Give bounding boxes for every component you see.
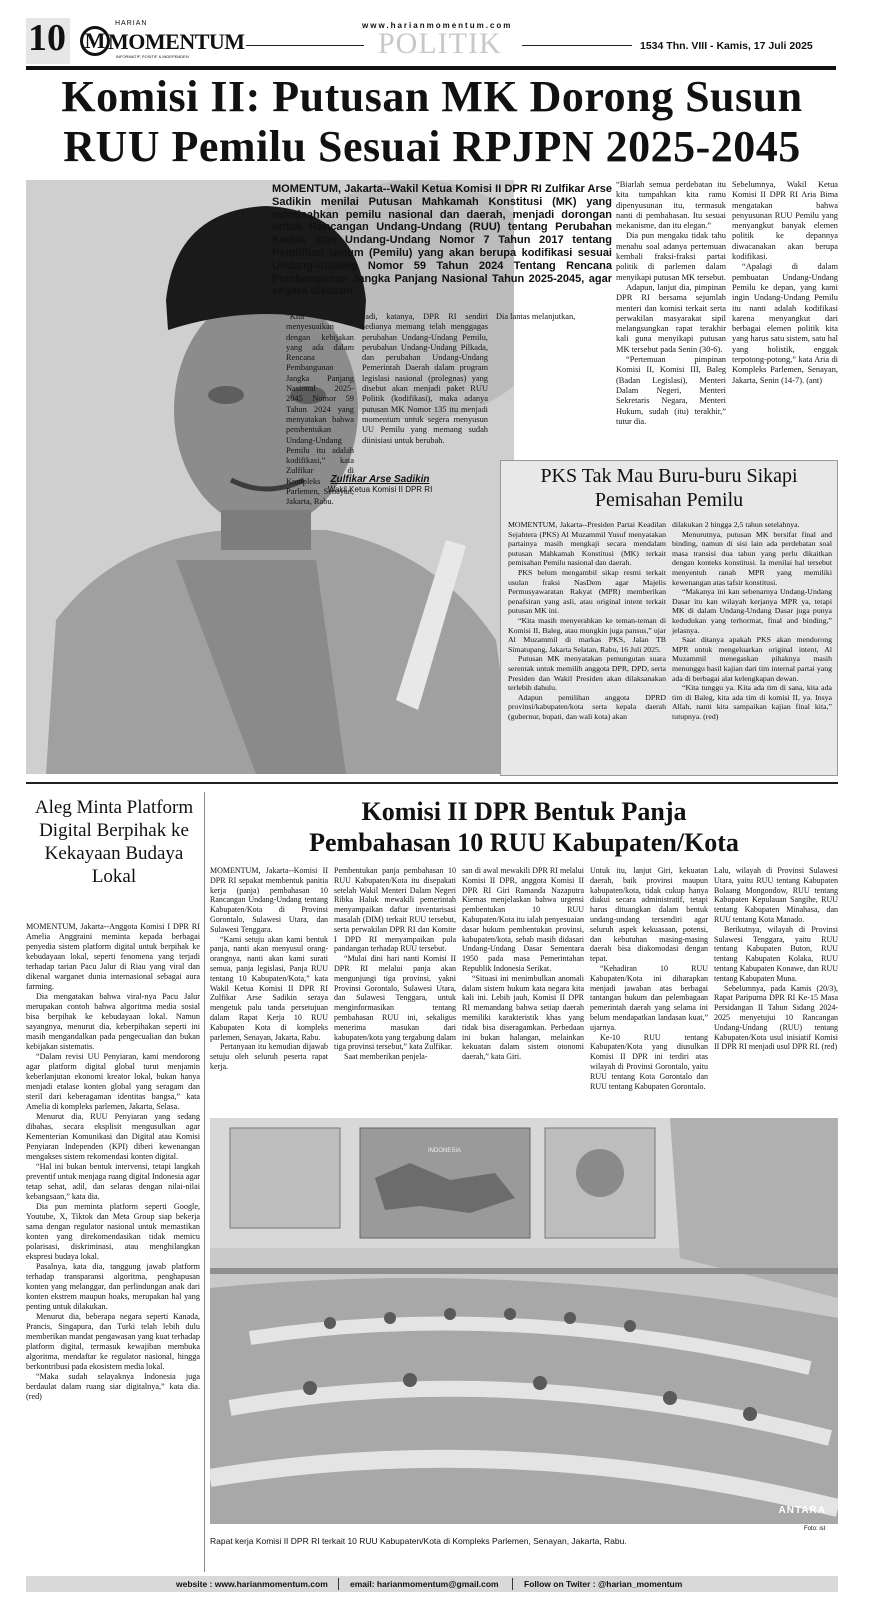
panja-col-4-p1: Untuk itu, lanjut Giri, kekuatan daerah, baik provinsi maupun kabupaten/kota, tidak cukup hanya diakui secara administratif, tetapi harus dituangkan dalam bentuk undang-undang tersendiri agar seluruh aspek kekuasaan, potensi, dan kebutuhan masing-masing daerah bisa diakomodasi dengan tepat. — [590, 866, 708, 964]
pks-col-2-p4: Saat ditanya apakah PKS akan mendorong MPR untuk mengeluarkan original intent, Al Muzammil menegaskan pihaknya masih menunggu hasil kajian dari tim internal partai yang ada di berbagai alat kelengkapan dewan. — [672, 635, 832, 683]
panja-headline-line1: Komisi II DPR Bentuk Panja — [361, 797, 687, 826]
panja-col-5-p2: Berikutnya, wilayah di Provinsi Sulawesi Tenggara, yaitu RUU tentang Kabupaten Buton, RUU tentang Kabupaten Kolaka, RUU tentang Kabupaten Konawe, dan RUU tentang Kabupaten Muna. — [714, 924, 838, 983]
pks-col-2-p5: “Kita tunggu ya. Kita ada tim di sana, kita ada tim di Baleg, kita ada tim di komisi II, ya. Insya Allah, nanti kita sampaikan kajian final kita,” tutupnya. (red) — [672, 683, 832, 721]
photo-watermark: ANTARA — [778, 1505, 826, 1516]
page-number: 10 — [28, 17, 66, 59]
panja-headline-line2: Pembahasan 10 RUU Kabupaten/Kota — [309, 828, 739, 857]
meeting-illustration — [210, 1118, 838, 1524]
panja-col-3-p2: “Situasi ini menimbulkan anomali dalam sistem hukum kata negara kita kali ini. Lebih jauh, Komisi II DPR RI memandang bahwa setiap daerah memiliki karakteristik khas yang tidak bisa diseragamkan. Perbedaan ini bukan halangan, melainkan kekuatan dalam sistem otonomi daerah,” kata Giri. — [462, 973, 584, 1062]
panja-col-2-p1: Pembentukan panja pembahasan 10 RUU Kabupaten/Kota itu disepakati setelah Wakil Menteri Dalam Negeri Ribka Haluk mewakili pemerintah menyampaikan daftar inventarisasi masalah (DIM) terkait RUU tersebut, serta perwakilan DPR RI dan Komite I DPD RI menyampaikan pula pandangan terhadap RUU tersebut. — [334, 866, 456, 954]
panja-col-5 — [714, 866, 838, 1052]
aleg-title: Aleg Minta Platform Digital Berpihak ke Kekayaan Budaya Lokal — [34, 797, 194, 887]
aleg-p3: “Dalam revisi UU Penyiaran, kami mendorong agar platform digital global turut menjamin keberlanjutan ekonomi kreator lokal, bukan hanya menjadi etalase konten global yang seragam dan steril dari keberagaman identitas bangsa,” kata Amelia di kompleks parlemen, Jakarta, Selasa. — [26, 1052, 200, 1111]
main-headline — [26, 72, 838, 172]
pks-col-2-p2: Menurutnya, putusan MK bersifat final and binding, namun di sisi lain ada perdebatan soal masa transisi dua tahun yang perlu dikaitkan dengan konteks konstitusi. Ia menilai hal tersebut menyentuh ranah MPR yang memiliki kewenangan atas tafsir konstitusi. — [672, 529, 832, 587]
main-headline-line2: RUU Pemilu Sesuai RPJPN 2025-2045 — [63, 122, 801, 171]
pks-col-1-p3: “Kita masih menyerahkan ke teman-teman di Komisi II, Baleg, atau mungkin juga pansus,” ujar Al Muzammil di markas PKS, Jalan TB Simatupang, Jakarta Selatan, Rabu, 16 Juli 2025. — [508, 615, 666, 654]
panja-col-4-p2: “Kehadiran 10 RUU Kabupaten/Kota ini diharapkan menjadi jawaban atas berbagai tantangan hukum dan pelembagaan pemerintah daerah yang selama ini belum mendapatkan landasan kuat,” ujarnya. — [590, 963, 708, 1032]
main-col-2 — [362, 312, 488, 446]
main-col-4-p3: Adapun, lanjut dia, pimpinan DPR RI bersama sejumlah menteri dan komisi terkait serta perwakilan masyarakat sipil melangsungkan rapat terakhir kali guna menyikapi putusan MK tersebut pada Senin (30-6). — [616, 282, 726, 354]
pks-col-2 — [672, 520, 832, 721]
aleg-p4: Menurut dia, RUU Penyiaran yang sedang dibahas, secara eksplisit mengusulkan agar Kementerian Komunikasi dan Digital atau Komisi Penyiaran Independen (KPI) diberi kewenangan mengakses sistem rekomendasi konten digital. — [26, 1112, 200, 1161]
main-headline-line1: Komisi II: Putusan MK Dorong Susun — [61, 72, 803, 121]
panja-col-1-p1: MOMENTUM, Jakarta--Komisi II DPR RI sepakat membentuk panitia kerja (panja) pembahasan 10 Rancangan Undang-Undang tentang Kabupaten/Kota di Provinsi Gorontalo, Sulawesi Utara, dan Sulawesi Tenggara. — [210, 866, 328, 934]
column-divider — [204, 792, 205, 1572]
pks-title-line2: Pemisahan Pemilu — [594, 489, 744, 511]
photo-credit: Foto: ist — [804, 1526, 826, 1532]
panja-col-5-p3: Sebelumnya, pada Kamis (20/3), Rapat Paripurna DPR RI Ke-15 Masa Persidangan II Tahun Sidang 2024-2025 menyetujui 10 Rancangan Undang-Undang (RUU) tentang Kabupaten/Kota usul inisiatif Komisi II DPR RI menjadi usul DPR RI. (red) — [714, 983, 838, 1052]
header-website[interactable]: www.harianmomentum.com — [362, 21, 513, 30]
logo-sub: INFORMATIF, POSITIF & INDEPENDEN — [116, 54, 189, 59]
portrait-caption-name: Zulfikar Arse Sadikin — [330, 474, 430, 485]
main-col-1 — [286, 312, 354, 508]
header-bar — [26, 66, 836, 70]
panja-col-4-p3: Ke-10 RUU tentang Kabupaten/Kota yang diusulkan Komisi II DPR ini terdiri atas wilayah di Provinsi Gorontalo, yaitu RUU tentang Kota Gorontalo dan RUU tentang Kabupaten Gorontalo. — [590, 1032, 708, 1091]
pks-col-1-p2: PKS belum mengambil sikap resmi terkait usulan fraksi NasDem agar Majelis Permusyawaratan Rakyat (MPR) memberikan penafsiran yang asli, atau original intent terkait putusan MK ini. — [508, 567, 666, 616]
main-col-2-p1: Jadi, katanya, DPR RI sendiri sedianya memang telah menggagas perubahan Undang-Undang Pemilu, perubahan Undang-Undang Pilkada, dan perubahan Undang-Undang Pemerintah Daerah dalam program legislasi nasional (prolegnas) yang disebut akan menjadi paket RUU Politik (kodifikasi), maka adanya putusan MK Nomor 135 itu menjadi momentum untuk segera menyusun UU Pemilu yang memang sudah diinisiasi untuk berubah. — [362, 312, 488, 445]
aleg-p5: “Hal ini bukan bentuk intervensi, tetapi langkah preventif untuk menjaga ruang digital Indonesia agar tetap sehat, adil, dan selaras dengan nilai-nilai kebangsaan,” kata dia. — [26, 1162, 200, 1201]
main-col-5-p1: Sebelumnya, Wakil Ketua Komisi II DPR RI Aria Bima mengatakan bahwa penyusunan RUU Pemilu yang menyangkut banyak elemen politik ke depannya diwacanakan akan berupa kodifikasi. — [732, 180, 838, 262]
main-col-3 — [496, 312, 610, 322]
meeting-photo — [210, 1118, 838, 1524]
panja-col-5-p1: Lalu, wilayah di Provinsi Sulawesi Utara, yaitu RUU tentang Kabupaten Bolaang Mongondow, RUU tentang Kabupaten Kepulauan Sangihe, RUU tentang Kabupaten Minahasa, dan RUU tentang Kota Manado. — [714, 866, 838, 924]
panja-headline — [210, 796, 838, 858]
aleg-p1: MOMENTUM, Jakarta--Anggota Komisi I DPR RI Amelia Anggraini meminta kepada berbagai penyedia sistem platform digital untuk berpihak ke kebudayaan lokal, seperti fenomena yang terjadi terhadap tarian Pacu Jalur di Riau yang viral dan dikenal warganet dunia internasional sebagai aura farming. — [26, 922, 200, 991]
pks-col-1-p1: MOMENTUM, Jakarta--Presiden Partai Keadilan Sejahtera (PKS) Al Muzammil Yusuf menyatakan partainya masih mengkaji secara mendalam putusan Mahkamah Konstitusi (MK) terkait pemisahan Pemilu nasional dan daerah. — [508, 520, 666, 568]
pks-col-1 — [508, 520, 666, 721]
panja-col-1-p3: Pertanyaan itu kemudian dijawab setuju oleh seluruh peserta rapat kerja. — [210, 1042, 328, 1071]
aleg-p7: Pasalnya, kata dia, tanggung jawab platform terhadap transparansi algoritma, penghapusan konten yang melanggar, dan perlindungan anak dari konten ekstrem maupun hoaks, merupakan hal yang penting untuk dilakukan. — [26, 1262, 200, 1311]
main-lead: MOMENTUM, Jakarta--Wakil Ketua Komisi II DPR RI Zulfikar Arse Sadikin menilai Putusan Mahkamah Konstitusi (MK) yang memisahkan pemilu nasional dan daerah, menjadi dorongan untuk Rancangan Undang-Undang (RUU) tentang Perubahan Kedua atas Undang-Undang Nomor 7 Tahun 2017 tentang Pemilihan Umum (Pemilu) yang akan berupa kodifikasi sesuai Undang-Undang Nomor 59 Tahun 2024 Tentang Rencana Pembangunan Jangka Panjang Nasional Tahun 2025-2045, agar segera disusun. — [272, 183, 612, 298]
panja-col-2-p2: “Mulai dini hari nanti Komisi II DPR RI melalui panja akan mengunjungi tiga provinsi, yakni Provinsi Gorontalo, Sulawesi Utara, dan Sulawesi Tenggara, untuk menginformasikan tentang pembahasan RUU ini, sekaligus menerima masukan dari kabupaten/kota yang tergabung dalam tiga provinsi tersebut,” kata Zulfikar. — [334, 954, 456, 1052]
logo-name: MOMENTUM — [108, 29, 245, 54]
main-col-5-p2: “Apalagi di dalam pembuatan Undang-Undang Pemilu ke depan, yang kami ingin Undang-Undang Pemilu itu nanti adalah kodifikasi karena menyangkut dari berbagai elemen politik kita yang harus satu sistem, satu hal yang holistik, enggak terpotong-potong,” kata Aria di Kompleks Parlemen, Senayan, Jakarta, Senin (14-7). (ant) — [732, 262, 838, 385]
logo — [80, 20, 245, 64]
pks-col-1-p5: Adapun pemilihan anggota DPRD provinsi/kabupaten/kota serta kepala daerah (gubernur, bupati, dan wali kota) akan — [508, 692, 666, 721]
footer-website[interactable]: website : www.harianmomentum.com — [176, 1579, 328, 1589]
panja-col-1 — [210, 866, 328, 1072]
aleg-p8: Menurut dia, beberapa negara seperti Kanada, Prancis, Singapura, dan Turki telah lebih dulu memberikan mandat pengawasan yang kuat terhadap platform digital, termasuk kewajiban membuka algoritma, mendaftar ke regulator nasional, hingga berkontribusi pada ekosistem media lokal. — [26, 1312, 200, 1371]
header-rule-right — [522, 45, 632, 46]
main-col-5 — [732, 180, 838, 386]
edition-info: 1534 Thn. VIII - Kamis, 17 Juli 2025 — [640, 40, 813, 52]
photo-map-label: INDONESIA — [428, 1148, 462, 1154]
main-col-1-p1: “Kita menyesuaikan dengan kebijakan yang ada dalam Rencana Pembangunan Jangka Panjang Nasional 2025-2045 Nomor 59 Tahun 2024 yang menyatakan bahwa pembentukan Undang-Undang Pemilu itu adalah kodifikasi,” kata Zulfikar di Kompleks Parlemen, Senayan, Jakarta, Rabu. — [286, 312, 354, 507]
pks-title-line1: PKS Tak Mau Buru-buru Sikapi — [540, 465, 798, 487]
footer-sep-2 — [512, 1578, 513, 1590]
pks-col-2-p1: dilakukan 2 hingga 2,5 tahun setelahnya. — [672, 520, 800, 529]
panja-col-4 — [590, 866, 708, 1091]
header-rule-left — [246, 45, 364, 46]
panja-col-1-p2: “Kami setuju akan kami bentuk panja, nanti akan menyusul orang-orangnya, nanti akan kami surati semua, panja legislasi, Panja RUU tentang 10 Kabupaten/Kota,” kata Wakil Ketua Komisi II DPR RI Zulfikar Arse Sadikin seraya mengetuk palu tanda persetujuan dalam Rapat Kerja 10 RUU Kabupaten Kota di kompleks parlemen, Senayan, Jakarta, Rabu. — [210, 934, 328, 1042]
pks-title — [504, 464, 834, 512]
panja-col-2-p3: Saat memberikan penjela- — [344, 1052, 428, 1062]
main-col-4-p4: “Pertemuan pimpinan Komisi II, Komisi III, Baleg (Badan Legislasi), Menteri Dalam Negeri, Menteri Sekretaris Negara, Menteri Hukum, sudah (itu) terakhir,” tutur dia. — [616, 355, 726, 426]
aleg-p2: Dia mengatakan bahwa viral-nya Pacu Jalur merupakan contoh bahwa algoritma media sosial bisa berpihak ke kebudayaan lokal. Namun sayangnya, menurut dia, keberpihakan seperti ini masih mengandalkan pada pengecualian dan bukan kebijakan sistematis. — [26, 992, 200, 1051]
logo-mark-icon: M — [80, 26, 110, 56]
aleg-body — [26, 922, 200, 1402]
main-col-4-p2: Dia pun mengaku tidak tahu menahu soal adanya pertemuan kembali fraksi-fraksi partai politik di parlemen dalam menyikapi putusan MK tersebut. — [616, 231, 726, 282]
logo-top: HARIAN — [115, 20, 148, 27]
meeting-photo-caption: Rapat kerja Komisi II DPR RI terkait 10 RUU Kabupaten/Kota di Kompleks Parlemen, Senayan, Jakarta, Rabu. — [210, 1536, 627, 1546]
portrait-caption-title: Wakil Ketua Komisi II DPR RI — [327, 485, 433, 494]
footer-email[interactable]: email: harianmomentum@gmail.com — [350, 1579, 499, 1589]
panja-col-3-p1: san di awal mewakili DPR RI melalui Komisi II DPR, anggota Komisi II DPR RI Giri Ramanda Nazaputra Kiemas menjelaskan bahwa urgensi pembentukan 10 RUU Kabupaten/Kota itu ialah penyesuaian dasar hukum pembentukan provinsi, kabupaten/kota, sebab masih didasari Undang-Undang Dasar Sementara 1950 pada masa Pemerintahan Republik Indonesia Serikat. — [462, 866, 584, 973]
footer-sep-1 — [338, 1578, 339, 1590]
section-divider — [26, 782, 838, 784]
footer-twitter[interactable]: Follow on Twiter : @harian_momentum — [524, 1579, 683, 1589]
main-col-4-p1: “Biarlah semua perdebatan itu kita tumpahkan kita ramu dipenyusunan itu, termasuk nanti di pembahasan. Itu sesuai mekanisme, dan itu elegan.” — [616, 180, 726, 231]
main-col-4 — [616, 180, 726, 427]
pks-col-1-p4: Putusan MK menyatakan pemungutan suara serentak untuk memilih anggota DPR, DPD, serta Presiden dan Wakil Presiden akan dilaksanakan terlebih dahulu. — [508, 654, 666, 693]
section-title: POLITIK — [378, 27, 502, 60]
panja-col-2 — [334, 866, 456, 1062]
aleg-p6: Dia pun meminta platform seperti Google, Youtube, X, Tiktok dan Meta Group siap bekerja sama dengan regulator nasional untuk memastikan konten yang direkomendasikan tidak memicu polarisasi, diskriminasi, atau menghilangkan ekspresi budaya lokal. — [26, 1202, 200, 1261]
aleg-p9: “Maka sudah selayaknya Indonesia juga berdaulat dalam ruang siar digitalnya,” kata dia. (red) — [26, 1372, 200, 1401]
main-col-3-p2: Dia lantas melanjutkan, — [496, 312, 576, 321]
panja-col-3 — [462, 866, 584, 1062]
pks-col-2-p3: “Makanya ini kan sebenarnya Undang-Undang Dasar itu kan wilayah kerjanya MPR ya, tetapi MK di dalam Undang-Undang Dasar juga punya kedudukan yang terhormat, final and binding,” jelasnya. — [672, 587, 832, 635]
